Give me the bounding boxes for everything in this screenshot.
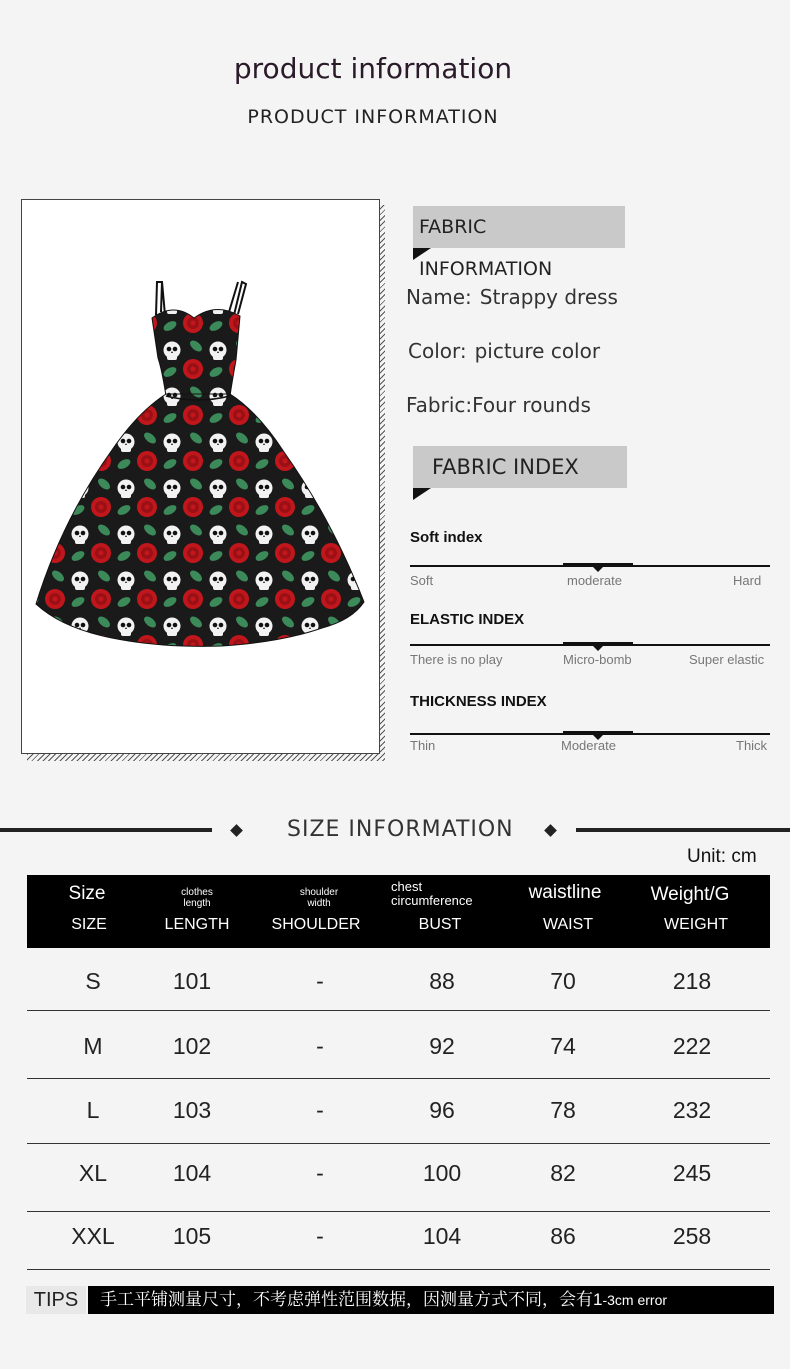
soft-index-title: Soft index xyxy=(410,529,483,546)
column-header-shoulder-main: SHOULDER xyxy=(271,916,361,933)
cell-size: XXL xyxy=(71,1223,115,1249)
fabric-color-label: Color: xyxy=(408,339,467,363)
fabric-name-value: Strappy dress xyxy=(479,285,618,309)
fabric-information-tag: FABRIC INFORMATION xyxy=(413,206,625,248)
divider-right xyxy=(576,828,790,832)
cell-waist: 78 xyxy=(550,1097,576,1123)
fabric-name-line xyxy=(406,285,618,309)
cell-length: 104 xyxy=(172,1160,212,1186)
size-table-header xyxy=(27,875,770,948)
cell-size: S xyxy=(85,968,101,994)
thickness-index-title: THICKNESS INDEX xyxy=(410,693,547,710)
fabric-material-line xyxy=(406,393,591,417)
column-header-waist-main: WAIST xyxy=(542,916,594,933)
column-header-bust-main: BUST xyxy=(418,916,462,933)
divider-left xyxy=(0,828,212,832)
fabric-material-label: Fabric: xyxy=(406,393,473,417)
soft-index-label-high: Hard xyxy=(733,573,762,588)
column-header-shoulder xyxy=(259,887,379,909)
fabric-material-value: Four rounds xyxy=(472,393,591,417)
fabric-color-value: picture color xyxy=(474,339,601,363)
cell-shoulder: - xyxy=(316,1033,324,1059)
soft-index-pointer-icon xyxy=(593,567,603,572)
thickness-index-label-mid: Moderate xyxy=(561,738,616,753)
cell-bust: 92 xyxy=(429,1033,455,1059)
cell-length: 105 xyxy=(172,1223,212,1249)
column-header-weight-top: Weight/G xyxy=(650,884,730,905)
column-header-waist-top: waistline xyxy=(528,882,602,903)
diamond-icon xyxy=(544,824,557,837)
column-header-bust-top: chest circumference xyxy=(391,879,473,908)
column-header-weight-main: WEIGHT xyxy=(664,916,728,933)
thickness-index-label-high: Thick xyxy=(736,738,768,753)
cell-size: M xyxy=(83,1033,103,1059)
tips-label: TIPS xyxy=(26,1286,86,1314)
unit-label: Unit: cm xyxy=(687,846,757,867)
cell-shoulder: - xyxy=(316,1223,324,1249)
column-header-length-main: LENGTH xyxy=(164,916,230,933)
cell-bust: 104 xyxy=(422,1223,462,1249)
thickness-index-label-low: Thin xyxy=(410,738,436,753)
fabric-color-line xyxy=(408,339,600,363)
dress-illustration xyxy=(22,200,379,753)
column-header-bust xyxy=(391,880,501,908)
cell-shoulder: - xyxy=(316,1097,324,1123)
cell-size: L xyxy=(86,1097,100,1123)
cell-waist: 74 xyxy=(550,1033,576,1059)
column-header-weight xyxy=(630,884,750,906)
cell-size: XL xyxy=(78,1160,108,1186)
cell-waist: 82 xyxy=(550,1160,576,1186)
soft-index-label-mid: moderate xyxy=(567,573,622,588)
tips-text: 手工平铺测量尺寸，不考虑弹性范围数据，因测量方式不同，会有1 xyxy=(100,1290,603,1309)
column-header-size-top: Size xyxy=(68,883,106,904)
column-header-length xyxy=(137,887,257,909)
tips-text-error: -3cm error xyxy=(602,1292,668,1308)
cell-length: 102 xyxy=(172,1033,212,1059)
page-title: product information xyxy=(233,52,513,85)
cell-weight: 232 xyxy=(672,1097,712,1123)
size-information-heading: SIZE INFORMATION xyxy=(287,817,514,842)
table-row xyxy=(27,1144,770,1212)
elastic-index-label-mid: Micro-bomb xyxy=(563,652,632,667)
cell-waist: 86 xyxy=(550,1223,576,1249)
elastic-index-label-high: Super elastic xyxy=(689,652,765,667)
cell-weight: 222 xyxy=(672,1033,712,1059)
diamond-icon xyxy=(230,824,243,837)
cell-waist: 70 xyxy=(550,968,576,994)
elastic-index-pointer-icon xyxy=(593,646,603,651)
table-row xyxy=(27,1212,770,1270)
cell-bust: 96 xyxy=(429,1097,455,1123)
table-row xyxy=(27,948,770,1011)
cell-bust: 88 xyxy=(429,968,455,994)
column-header-shoulder-top: shoulder width xyxy=(299,887,339,909)
fabric-index-tag: FABRIC INDEX xyxy=(413,446,627,488)
elastic-index-label-low: There is no play xyxy=(410,652,503,667)
fabric-name-label: Name: xyxy=(406,285,472,309)
soft-index-label-low: Soft xyxy=(410,573,434,588)
column-header-size-main: SIZE xyxy=(71,916,107,933)
cell-length: 101 xyxy=(172,968,212,994)
cell-weight: 218 xyxy=(672,968,712,994)
tag-tail-icon xyxy=(413,488,431,500)
cell-weight: 245 xyxy=(672,1160,712,1186)
column-header-length-top: clothes length xyxy=(181,887,213,909)
cell-bust: 100 xyxy=(422,1160,462,1186)
column-header-waist xyxy=(505,882,625,904)
tag-tail-icon xyxy=(413,248,431,260)
cell-length: 103 xyxy=(172,1097,212,1123)
elastic-index-title: ELASTIC INDEX xyxy=(410,611,525,628)
page-subtitle: PRODUCT INFORMATION xyxy=(247,106,499,128)
table-row xyxy=(27,1011,770,1079)
cell-shoulder: - xyxy=(316,1160,324,1186)
product-photo xyxy=(21,199,380,754)
table-row xyxy=(27,1079,770,1144)
column-header-size xyxy=(27,883,147,905)
tips-bar xyxy=(88,1286,774,1314)
cell-weight: 258 xyxy=(672,1223,712,1249)
cell-shoulder: - xyxy=(316,968,324,994)
